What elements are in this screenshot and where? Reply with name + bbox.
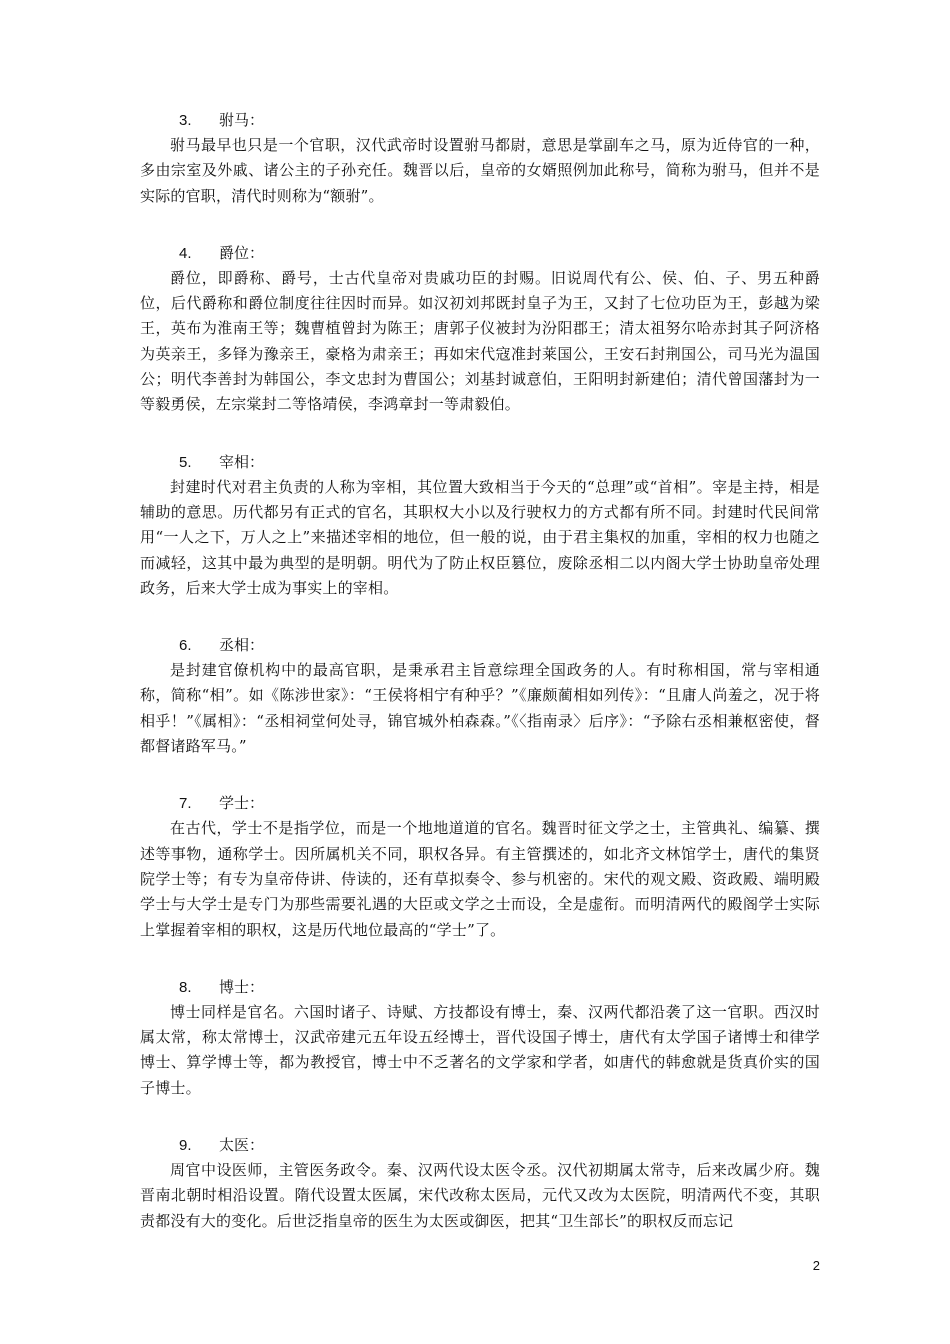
section-heading <box>140 975 820 999</box>
page-number: 2 <box>812 1258 820 1273</box>
section-title: 驸马： <box>219 111 265 129</box>
section-heading <box>140 1133 820 1157</box>
section-heading <box>140 241 820 265</box>
section-fuma <box>140 108 820 209</box>
section-number: 7. <box>179 795 192 813</box>
section-boshi <box>140 975 820 1101</box>
section-title: 爵位： <box>219 243 265 262</box>
section-heading <box>140 633 820 657</box>
section-jueowei <box>140 241 820 418</box>
section-heading <box>140 108 820 132</box>
section-title: 学士： <box>219 794 265 813</box>
section-title: 丞相： <box>219 636 265 655</box>
section-body: 在古代，学士不是指学位，而是一个地地道道的官名。魏晋时征文学之士，主管典礼、编纂、撰述等事物，通称学士。因所属机关不同，职权各异。有主管撰述的，如北齐文林馆学士，唐代的集贤院学士等；有专为皇帝侍讲、侍读的，还有草拟奏令、参与机密的。宋代的观文殿、资政殿、端明殿学士与大学士是专门为那些需要礼遇的大臣或文学之士而设，全是虚衔。而明清两代的殿阁学士实际上掌握着宰相的职权，这是历代地位最高的“学士”了。 <box>140 819 820 939</box>
section-body: 是封建官僚机构中的最高官职，是秉承君主旨意综理全国政务的人。有时称相国，常与宰相通称，简称“相”。如《陈涉世家》：“王侯将相宁有种乎？”《廉颇蔺相如列传》：“且庸人尚羞之，况于将相乎！”《属相》：“丞相祠堂何处寻，锦官城外柏森森。”《〈指南录〉后序》：“予除右丞相兼枢密使，督都督诸路军马。” <box>140 661 820 756</box>
section-zaixiang <box>140 450 820 601</box>
section-number: 5. <box>179 453 192 471</box>
section-heading <box>140 791 820 815</box>
section-number: 8. <box>179 978 192 996</box>
section-number: 9. <box>179 1137 192 1155</box>
section-chengxiang <box>140 633 820 759</box>
section-body: 驸马最早也只是一个官职，汉代武帝时设置驸马都尉，意思是掌副车之马，原为近侍官的一种，多由宗室及外戚、诸公主的子孙充任。魏晋以后，皇帝的女婿照例加此称号，简称为驸马，但并不是实际的官职，清代时则称为“额驸”。 <box>140 136 820 205</box>
section-number: 4. <box>179 244 192 262</box>
page-content <box>140 108 820 1266</box>
section-title: 博士： <box>219 977 265 996</box>
section-body: 封建时代对君主负责的人称为宰相，其位置大致相当于今天的“总理”或“首相”。宰是主持，相是辅助的意思。历代都另有正式的官名，其职权大小以及行驶权力的方式都有所不同。封建时代民间常用“一人之下，万人之上”来描述宰相的地位，但一般的说，由于君主集权的加重，宰相的权力也随之而减轻，这其中最为典型的是明朝。明代为了防止权臣篡位，废除丞相二以内阁大学士协助皇帝处理政务，后来大学士成为事实上的宰相。 <box>140 477 820 597</box>
section-number: 3. <box>179 112 192 129</box>
section-taiyi <box>140 1133 820 1234</box>
section-xueshi <box>140 791 820 942</box>
section-number: 6. <box>179 637 192 655</box>
section-heading <box>140 450 820 474</box>
section-title: 宰相： <box>219 452 265 471</box>
section-body: 博士同样是官名。六国时诸子、诗赋、方技都设有博士，秦、汉两代都沿袭了这一官职。西汉时属太常，称太常博士，汉武帝建元五年设五经博士，晋代设国子博士，唐代有太学国子诸博士和律学博士、算学博士等，都为教授官，博士中不乏著名的文学家和学者，如唐代的韩愈就是货真价实的国子博士。 <box>140 1002 820 1097</box>
section-body: 爵位，即爵称、爵号，士古代皇帝对贵戚功臣的封赐。旧说周代有公、侯、伯、子、男五种爵位，后代爵称和爵位制度往往因时而异。如汉初刘邦既封皇子为王，又封了七位功臣为王，彭越为梁王，英布为淮南王等；魏曹植曾封为陈王；唐郭子仪被封为汾阳郡王；清太祖努尔哈赤封其子阿济格为英亲王，多铎为豫亲王，豪格为肃亲王；再如宋代寇准封莱国公，王安石封荆国公，司马光为温国公；明代李善封为韩国公，李文忠封为曹国公；刘基封诚意伯，王阳明封新建伯；清代曾国藩封为一等毅勇侯，左宗棠封二等恪靖侯，李鸿章封一等肃毅伯。 <box>140 268 820 414</box>
section-body: 周官中设医师，主管医务政令。秦、汉两代设太医令丞。汉代初期属太常寺，后来改属少府。魏晋南北朝时相沿设置。隋代设置太医属，宋代改称太医局，元代又改为太医院，明清两代不变，其职责都没有大的变化。后世泛指皇帝的医生为太医或御医，把其“卫生部长”的职权反而忘记 <box>140 1161 820 1230</box>
section-title: 太医： <box>219 1136 265 1155</box>
